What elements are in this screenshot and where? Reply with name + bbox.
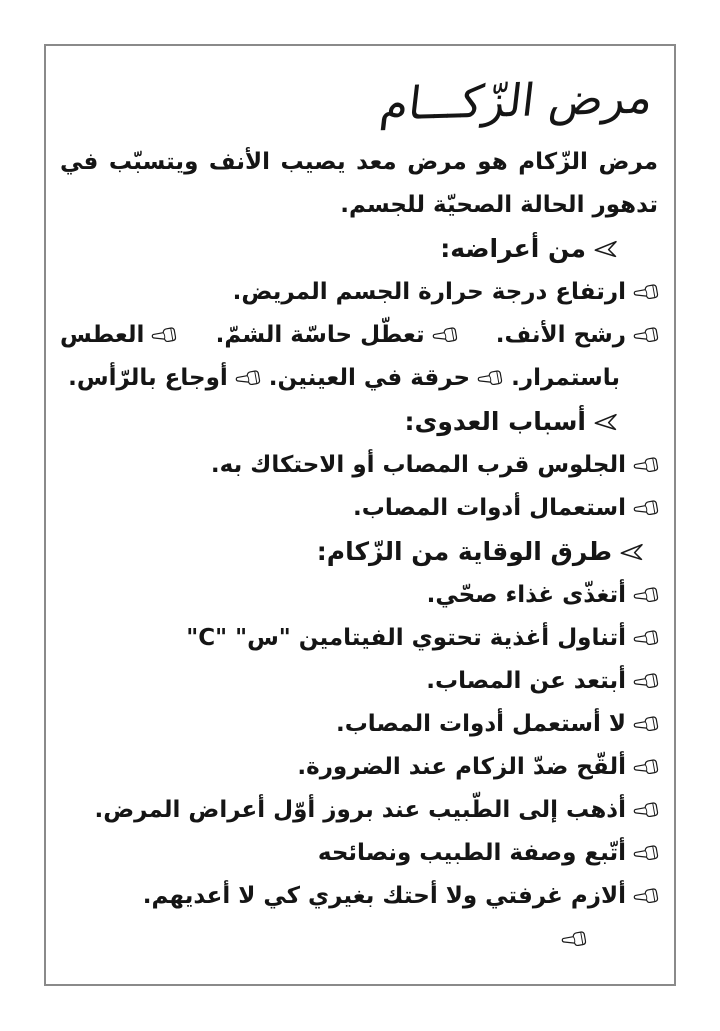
bullet-item xyxy=(60,487,658,530)
section-heading-symptoms xyxy=(60,227,658,271)
bullet-text: أتّبع وصفة الطبيب ونصائحه xyxy=(317,839,626,866)
document-page xyxy=(44,44,676,986)
pointing-hand-left-icon xyxy=(632,454,660,475)
bullet-text: ألقّح ضدّ الزكام عند الضرورة. xyxy=(297,753,626,780)
bullet-item-empty xyxy=(60,918,658,961)
bullet-text: العطس xyxy=(60,321,145,348)
pointing-hand-left-icon xyxy=(632,670,660,691)
bullet-item xyxy=(60,660,658,703)
bullet-row-multi xyxy=(60,314,658,357)
arrowhead-cursor-icon xyxy=(593,413,618,432)
page-title-text: مرض الزّكـــام xyxy=(377,70,656,131)
bullet-item xyxy=(60,444,658,487)
bullet-text: لا أستعمل أدوات المصاب. xyxy=(335,710,626,737)
bullet-text: ألازم غرفتي ولا أحتك بغيري كي لا أعديهم. xyxy=(142,882,626,909)
bullet-text: تعطّل حاسّة الشمّ. xyxy=(215,321,425,348)
pointing-hand-left-icon xyxy=(632,584,660,605)
bullet-text: أوجاع بالرّأس. xyxy=(68,364,228,391)
bullet-text: باستمرار. xyxy=(511,364,620,391)
pointing-hand-left-icon xyxy=(560,928,588,949)
intro-text: مرض الزّكام هو مرض معد يصيب الأنف ويتسبّب في xyxy=(60,148,658,175)
pointing-hand-left-icon xyxy=(150,324,178,345)
bullet-text: الجلوس قرب المصاب أو الاحتكاك به. xyxy=(210,451,626,478)
section-heading-prevention xyxy=(60,530,658,574)
bullet-item xyxy=(60,789,658,832)
bullet-item xyxy=(60,875,658,918)
bullet-item xyxy=(60,832,658,875)
bullet-text: أذهب إلى الطّبيب عند بروز أوّل أعراض المرض. xyxy=(94,796,626,823)
pointing-hand-left-icon xyxy=(632,713,660,734)
bullet-item xyxy=(60,574,658,617)
bullet-segment xyxy=(60,314,176,357)
bullet-text: ارتفاع درجة حرارة الجسم المريض. xyxy=(232,278,626,305)
heading-text: أسباب العدوى: xyxy=(404,406,586,436)
bullet-item xyxy=(60,271,658,314)
bullet-text: رشح الأنف. xyxy=(495,321,626,348)
page-title xyxy=(60,64,658,131)
pointing-hand-left-icon xyxy=(632,281,660,302)
bullet-row-continuation xyxy=(60,357,658,400)
pointing-hand-left-icon xyxy=(632,799,660,820)
bullet-item xyxy=(60,617,658,660)
pointing-hand-left-icon xyxy=(632,756,660,777)
intro-text: تدهور الحالة الصحيّة للجسم. xyxy=(340,191,658,218)
bullet-item xyxy=(60,746,658,789)
pointing-hand-left-icon xyxy=(430,324,458,345)
bullet-text: أبتعد عن المصاب. xyxy=(426,667,626,694)
intro-line xyxy=(60,184,658,227)
heading-text: طرق الوقاية من الزّكام: xyxy=(316,536,612,566)
arrowhead-cursor-icon xyxy=(619,543,644,562)
bullet-segment xyxy=(216,314,457,357)
pointing-hand-left-icon xyxy=(632,885,660,906)
bullet-item xyxy=(60,703,658,746)
bullet-text: استعمال أدوات المصاب. xyxy=(353,494,626,521)
bullet-text: أتناول أغذية تحتوي الفيتامين "س" "C" xyxy=(186,624,626,651)
intro-line xyxy=(60,141,658,184)
pointing-hand-left-icon xyxy=(632,627,660,648)
pointing-hand-left-icon xyxy=(476,367,504,388)
bullet-text: حرقة في العينين. xyxy=(268,364,471,391)
section-heading-causes xyxy=(60,400,658,444)
pointing-hand-left-icon xyxy=(233,367,261,388)
arrowhead-cursor-icon xyxy=(593,240,618,259)
heading-text: من أعراضه: xyxy=(440,233,586,263)
pointing-hand-left-icon xyxy=(632,842,660,863)
pointing-hand-left-icon xyxy=(632,324,660,345)
bullet-text: أتغذّى غذاء صحّي. xyxy=(426,581,626,608)
bullet-segment xyxy=(496,314,658,357)
pointing-hand-left-icon xyxy=(632,497,660,518)
